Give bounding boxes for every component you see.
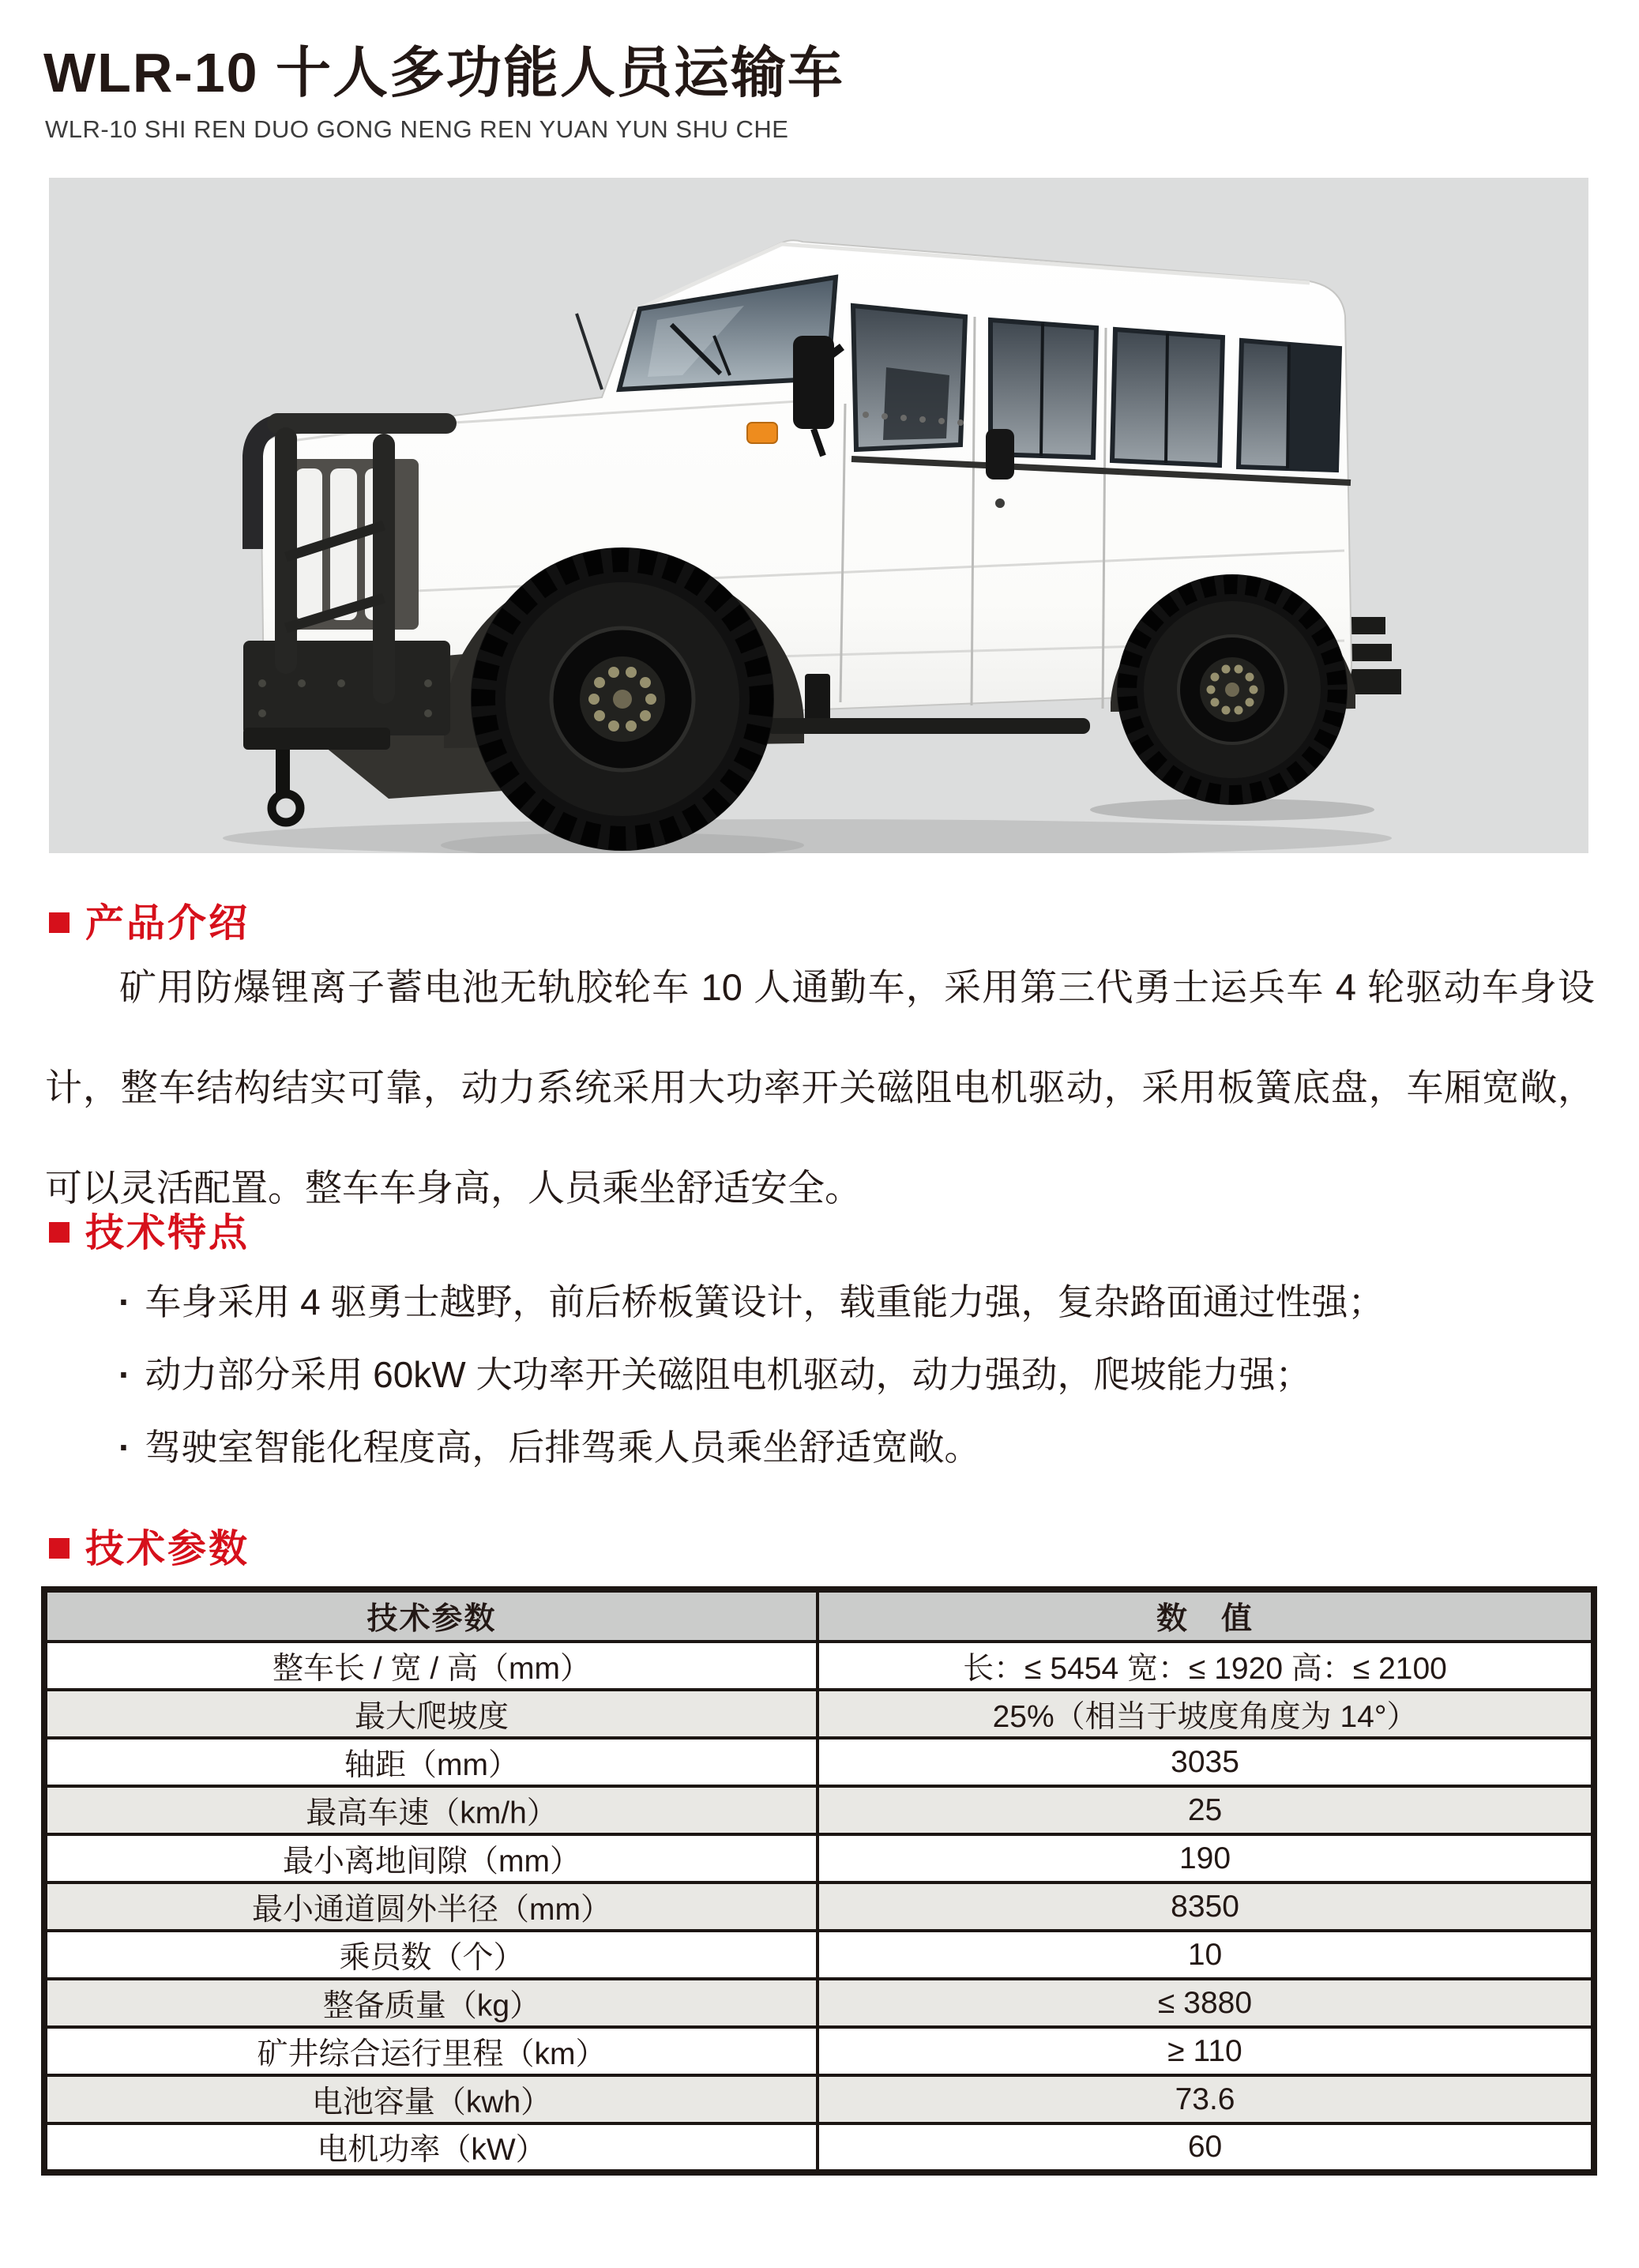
intro-paragraph: 矿用防爆锂离子蓄电池无轨胶轮车 10 人通勤车，采用第三代勇士运兵车 4 轮驱动车身设计，整车结构结实可靠，动力系统采用大功率开关磁阻电机驱动，采用板簧底盘，车厢宽敞，可以灵活配置。整车车身高，人员乘坐舒适安全。 — [45, 966, 1595, 1209]
param-value: 10 — [818, 1931, 1594, 1979]
table-row — [44, 1786, 1594, 1834]
side-marker-lamp — [747, 423, 777, 443]
red-square-bullet-icon — [49, 912, 70, 933]
door-window — [853, 306, 965, 449]
feature-text: 车身采用 4 驱勇士越野，前后桥板簧设计，载重能力强，复杂路面通过性强； — [145, 1281, 1385, 1322]
feature-item — [118, 1266, 1596, 1338]
param-label: 轴距（mm） — [44, 1738, 818, 1786]
table-header-row — [44, 1589, 1594, 1642]
table-row — [44, 1642, 1594, 1690]
product-photo-panel — [49, 178, 1588, 853]
param-label: 最小离地间隙（mm） — [44, 1834, 818, 1882]
column-header-parameter: 技术参数 — [44, 1589, 818, 1642]
param-label: 整备质量（kg） — [44, 1979, 818, 2027]
param-value: 60 — [818, 2123, 1594, 2172]
param-value: 190 — [818, 1834, 1594, 1882]
page-title: WLR-10 十人多功能人员运输车 — [43, 42, 844, 103]
table-row — [44, 2027, 1594, 2075]
table-row — [44, 2075, 1594, 2123]
param-value: 25%（相当于坡度角度为 14°） — [818, 1690, 1594, 1738]
param-label: 整车长 / 宽 / 高（mm） — [44, 1642, 818, 1690]
table-row — [44, 1931, 1594, 1979]
feature-text: 驾驶室智能化程度高，后排驾乘人员乘坐舒适宽敞。 — [145, 1427, 981, 1468]
table-row — [44, 1882, 1594, 1931]
param-label: 电池容量（kwh） — [44, 2075, 818, 2123]
feature-item — [118, 1338, 1596, 1411]
door-handle — [986, 429, 1014, 480]
param-label: 乘员数（个） — [44, 1931, 818, 1979]
table-row — [44, 2123, 1594, 2172]
section-heading: 技术参数 — [85, 1528, 250, 1570]
param-value: 73.6 — [818, 2075, 1594, 2123]
table-row — [44, 1834, 1594, 1882]
feature-text: 动力部分采用 60kW 大功率开关磁阻电机驱动，动力强劲，爬坡能力强； — [145, 1354, 1312, 1395]
param-value: 8350 — [818, 1882, 1594, 1931]
param-label: 最小通道圆外半径（mm） — [44, 1882, 818, 1931]
param-label: 最大爬坡度 — [44, 1690, 818, 1738]
param-value: 3035 — [818, 1738, 1594, 1786]
features-list — [118, 1266, 1596, 1484]
bullet-dot: · — [118, 1281, 131, 1322]
page-subtitle: WLR-10 SHI REN DUO GONG NENG REN YUAN YUN SHU CHE — [45, 115, 789, 143]
param-label: 矿井综合运行里程（km） — [44, 2027, 818, 2075]
param-label: 电机功率（kW） — [44, 2123, 818, 2172]
vehicle-ground-shadow — [223, 819, 1392, 853]
feature-item — [118, 1411, 1596, 1484]
param-label: 最高车速（km/h） — [44, 1786, 818, 1834]
table-row — [44, 1979, 1594, 2027]
front-wheel — [471, 547, 774, 851]
bullet-dot: · — [118, 1354, 131, 1395]
param-value: ≥ 110 — [818, 2027, 1594, 2075]
red-square-bullet-icon — [49, 1222, 70, 1243]
table-row — [44, 1690, 1594, 1738]
side-step-bar — [766, 718, 1090, 734]
bullet-dot: · — [118, 1427, 131, 1468]
param-value: ≤ 3880 — [818, 1979, 1594, 2027]
parameters-table — [41, 1586, 1597, 2176]
section-heading: 产品介绍 — [85, 902, 250, 945]
rear-wheel — [1117, 574, 1348, 805]
vehicle-photo — [49, 178, 1588, 853]
side-windows — [991, 320, 1340, 470]
column-header-value: 数 值 — [818, 1589, 1594, 1642]
section-heading: 技术特点 — [85, 1212, 250, 1254]
param-value: 长：≤ 5454 宽：≤ 1920 高：≤ 2100 — [818, 1642, 1594, 1690]
section-header-features — [49, 1202, 250, 1258]
door-keyhole — [995, 498, 1005, 508]
red-square-bullet-icon — [49, 1538, 70, 1559]
param-value: 25 — [818, 1786, 1594, 1834]
table-row — [44, 1738, 1594, 1786]
section-header-parameters — [49, 1518, 250, 1574]
